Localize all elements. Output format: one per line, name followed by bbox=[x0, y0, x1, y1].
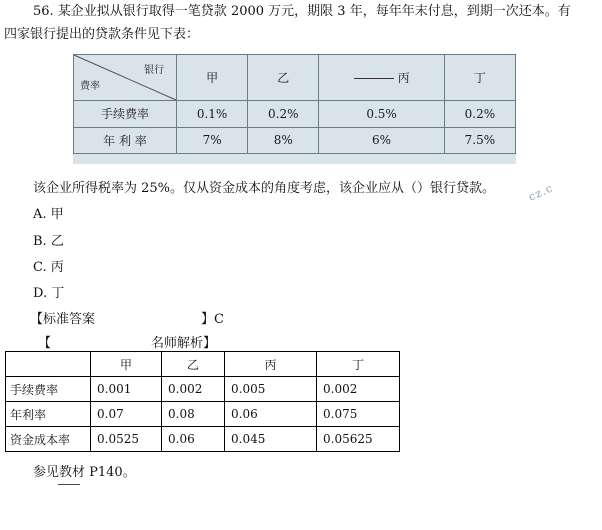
corner-header-rate: 费率 bbox=[80, 81, 100, 92]
row-label: 年利率 bbox=[6, 402, 91, 427]
answer-value: 】C bbox=[201, 312, 224, 327]
table-cell: 0.005 bbox=[225, 377, 317, 402]
analysis-bracket: 【 bbox=[38, 336, 52, 351]
bank-header: 乙 bbox=[248, 55, 319, 101]
bank-header: 甲 bbox=[177, 55, 248, 101]
table-cell: 0.045 bbox=[225, 427, 317, 452]
option-b[interactable] bbox=[33, 233, 64, 251]
table-cell: 0.075 bbox=[317, 402, 400, 427]
bank-header: 丁 bbox=[317, 352, 400, 377]
analysis-table bbox=[5, 351, 400, 452]
bank-header: 丁 bbox=[444, 55, 515, 101]
option-letter: C. bbox=[33, 260, 47, 275]
table-cell: 0.001 bbox=[91, 377, 162, 402]
question-line-2: 四家银行提出的贷款条件见下表： bbox=[4, 27, 200, 42]
textbook-reference: 参见教材 P140。 bbox=[33, 465, 136, 480]
option-text: 丁 bbox=[51, 286, 65, 301]
table-cell: 8% bbox=[248, 127, 319, 154]
row-label: 年 利 率 bbox=[74, 127, 177, 154]
question-line-1: 56. 某企业拟从银行取得一笔贷款 2000 万元，期限 3 年，每年年末付息，到期一次还本。有 bbox=[33, 4, 571, 19]
table-cell: 7% bbox=[177, 127, 248, 154]
row-label: 资金成本率 bbox=[6, 427, 91, 452]
table-cell: 0.05625 bbox=[317, 427, 400, 452]
answer-label: 【标准答案 bbox=[30, 312, 96, 327]
table-cell: 7.5% bbox=[444, 127, 515, 154]
bank-header: 乙 bbox=[162, 352, 225, 377]
option-letter: A. bbox=[33, 207, 47, 222]
table-cell: 0.2% bbox=[248, 101, 319, 128]
option-text: 丙 bbox=[50, 260, 64, 275]
table-cell: 0.2% bbox=[444, 101, 515, 128]
standard-answer bbox=[30, 311, 224, 329]
option-text: 甲 bbox=[50, 207, 64, 222]
empty-corner-cell bbox=[6, 352, 91, 377]
option-letter: B. bbox=[33, 234, 47, 249]
analysis-label: 名师解析】 bbox=[151, 336, 217, 351]
bank-header: 丙 bbox=[319, 55, 444, 101]
option-text: 乙 bbox=[50, 234, 64, 249]
corner-header-bank: 银行 bbox=[144, 65, 164, 76]
option-c[interactable] bbox=[33, 259, 64, 277]
table-cell: 0.06 bbox=[225, 402, 317, 427]
table-cell: 0.0525 bbox=[91, 427, 162, 452]
table-cell: 6% bbox=[319, 127, 444, 154]
option-d[interactable] bbox=[33, 285, 64, 303]
bank-header: 丙 bbox=[225, 352, 317, 377]
divider bbox=[58, 484, 80, 485]
option-letter: D. bbox=[33, 286, 48, 301]
table-cell: 0.06 bbox=[162, 427, 225, 452]
table-cell: 0.002 bbox=[162, 377, 225, 402]
table-cell: 0.1% bbox=[177, 101, 248, 128]
table-cell: 0.08 bbox=[162, 402, 225, 427]
watermark: cz.c bbox=[526, 181, 556, 204]
row-label: 手续费率 bbox=[6, 377, 91, 402]
table-cell: 0.07 bbox=[91, 402, 162, 427]
row-label: 手续费率 bbox=[74, 101, 177, 128]
table-cell: 0.002 bbox=[317, 377, 400, 402]
question-prompt: 该企业所得税率为 25%。仅从资金成本的角度考虑，该企业应从（）银行贷款。 bbox=[33, 181, 496, 196]
corner-header-cell bbox=[74, 55, 177, 101]
bank-header: 甲 bbox=[91, 352, 162, 377]
option-a[interactable] bbox=[33, 206, 64, 224]
table-cell: 0.5% bbox=[319, 101, 444, 128]
